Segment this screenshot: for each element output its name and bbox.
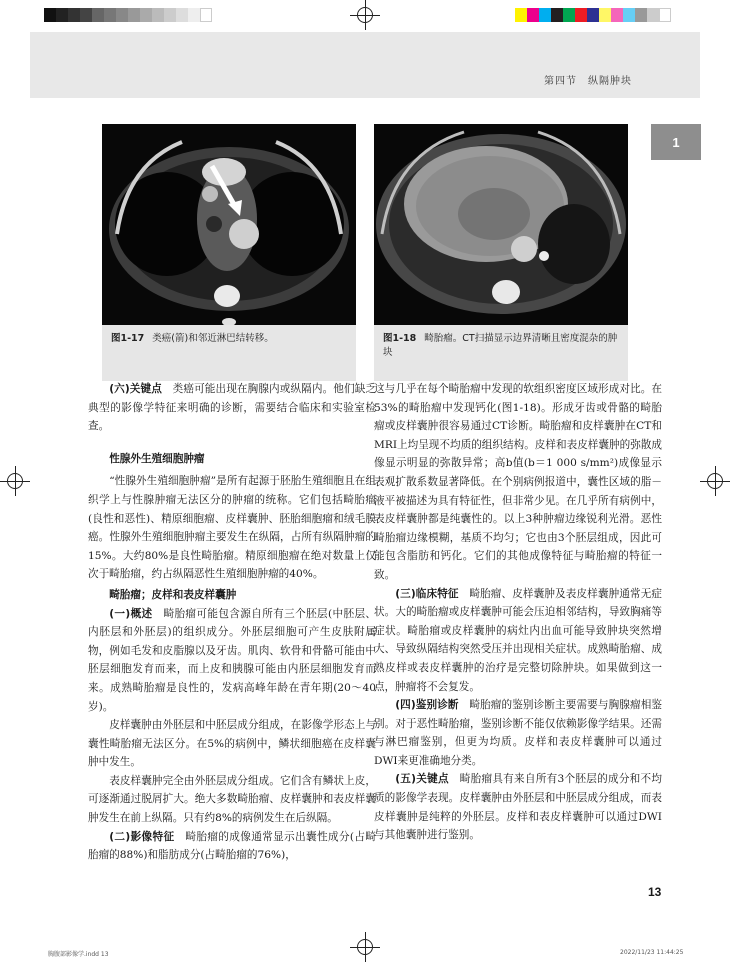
left-column bbox=[88, 380, 376, 865]
paragraph: “性腺外生殖细胞肿瘤”是所有起源于胚胎生殖细胞且在组织学上与性腺肿瘤无法区分的肿瘤的统称。它们包括畸胎瘤(良性和恶性)、精原细胞瘤、皮样囊肿、胚胎细胞瘤和绒毛膜癌。性腺外生殖细胞肿瘤主要发生在纵隔，占所有纵隔肿瘤的15%。大约80%是良性畸胎瘤。精原细胞瘤在绝对数量上仅次于畸胎瘤，约占纵隔恶性生殖细胞肿瘤的40%。 bbox=[88, 475, 376, 581]
color-calibration-bar-cmyk bbox=[515, 8, 671, 22]
subsection-heading: 畸胎瘤；皮样和表皮样囊肿 bbox=[109, 588, 237, 601]
figure-caption bbox=[374, 325, 628, 381]
figure-caption bbox=[102, 325, 356, 381]
paragraph: (一)概述 畸胎瘤可能包含源自所有三个胚层(中胚层、内胚层和外胚层)的组织成分。外胚层细胞可产生皮肤附属物，例如毛发和皮脂腺以及牙齿。肌肉、软骨和骨骼可能由中胚层细胞发育而来，而上皮和胰腺可能由内胚层细胞发育而来。成熟畸胎瘤是良性的，发病高峰年龄在青年期(20～40岁)。 bbox=[88, 607, 377, 713]
paragraph-heading: (四)鉴别诊断 bbox=[395, 699, 459, 712]
chapter-tab: 1 bbox=[651, 124, 701, 160]
figure-label: 图1-17 bbox=[111, 333, 145, 344]
ct-scan-image-teratoma bbox=[374, 124, 628, 325]
ct-scan-image-carcinoid bbox=[102, 124, 356, 325]
running-head: 第四节 纵隔肿块 bbox=[544, 76, 632, 87]
page-number: 13 bbox=[648, 885, 662, 899]
figure-label: 图1-18 bbox=[383, 333, 417, 344]
right-column bbox=[374, 380, 662, 845]
color-calibration-bar-gray bbox=[44, 8, 212, 22]
registration-mark-left bbox=[0, 466, 30, 496]
paragraph-heading: (二)影像特征 bbox=[109, 830, 175, 843]
paragraph: (四)鉴别诊断 畸胎瘤的鉴别诊断主要需要与胸腺瘤相鉴别。对于恶性畸胎瘤，鉴别诊断不能仅依赖影像学结果。还需与淋巴瘤鉴别，但更为均质。皮样和表皮样囊肿可以通过DWI来更准确地分类。 bbox=[374, 699, 663, 767]
registration-mark-bottom bbox=[350, 932, 380, 962]
paragraph-heading: (五)关键点 bbox=[395, 773, 449, 786]
section-heading: 性腺外生殖细胞肿瘤 bbox=[109, 452, 205, 465]
registration-mark-right bbox=[700, 466, 730, 496]
header-band bbox=[30, 32, 700, 98]
footer-timestamp: 2022/11/23 11:44:25 bbox=[620, 949, 684, 956]
paragraph: 这与几乎在每个畸胎瘤中发现的软组织密度区域形成对比。在53%的畸胎瘤中发现钙化(图1-18)。形成牙齿或骨骼的畸胎瘤或皮样囊肿很容易通过CT诊断。畸胎瘤和皮样囊肿在CT和MRI上均呈现不均质的组织结构。皮样和表皮样囊肿的弥散成像显示明显的弥散异常；高b值(b＝1 000 s/mm²)成像显示表观扩散系数显著降低。在个别病例报道中，囊性区域的脂－液平被描述为具有特征性，但非常少见。在几乎所有病例中，表皮样囊肿都是纯囊性的。以上3种肿瘤边缘锐利光滑。恶性畸胎瘤边缘模糊，基质不均匀；它也由3个胚层组成，因此可能包含脂肪和钙化。它们的其他成像特征与畸胎瘤的特征一致。 bbox=[374, 383, 662, 581]
paragraph: (五)关键点 畸胎瘤具有来自所有3个胚层的成分和不均质的影像学表现。皮样囊肿由外胚层和中胚层成分组成，而表皮样囊肿是纯粹的外胚层。皮样和表皮样囊肿可以通过DWI与其他囊肿进行鉴别。 bbox=[374, 773, 662, 842]
paragraph: 表皮样囊肿完全由外胚层成分组成。它们含有鳞状上皮，可逐渐通过脱屑扩大。绝大多数畸胎瘤、皮样囊肿和表皮样囊肿发生在前上纵隔。只有约8%的病例发生在后纵隔。 bbox=[88, 774, 376, 825]
paragraph: (二)影像特征 畸胎瘤的成像通常显示出囊性成分(占畸胎瘤的88%)和脂肪成分(占畸胎瘤的76%)， bbox=[88, 830, 376, 862]
paragraph-heading: (一)概述 bbox=[109, 607, 153, 620]
paragraph: (六)关键点 类癌可能出现在胸腺内或纵隔内。他们缺乏典型的影像学特征来明确的诊断，需要结合临床和实验室检查。 bbox=[88, 383, 377, 433]
paragraph-heading: (六)关键点 bbox=[109, 383, 162, 395]
paragraph: 皮样囊肿由外胚层和中胚层成分组成，在影像学形态上与囊性畸胎瘤无法区分。在5%的病例中，鳞状细胞癌在皮样囊肿中发生。 bbox=[88, 719, 376, 769]
paragraph-heading: (三)临床特征 bbox=[395, 587, 459, 600]
figure-caption-text: 类癌(箭)和邻近淋巴结转移。 bbox=[152, 333, 274, 344]
paragraph: (三)临床特征 畸胎瘤、皮样囊肿及表皮样囊肿通常无症状。大的畸胎瘤或皮样囊肿可能会压迫相邻结构，导致胸痛等症状。畸胎瘤或皮样囊肿的病灶内出血可能导致肿块突然增大、导致纵隔结构突然受压并出现相关症状。成熟畸胎瘤、成熟皮样或表皮样囊肿的治疗是完整切除肿块。如果做到这一点，肿瘤将不会复发。 bbox=[374, 587, 663, 693]
footer-file-info: 胸腹部影像学.indd 13 bbox=[48, 951, 109, 958]
registration-mark-top bbox=[350, 0, 380, 30]
figure-caption-text: 畸胎瘤。CT扫描显示边界清晰且密度混杂的肿块 bbox=[383, 333, 618, 358]
